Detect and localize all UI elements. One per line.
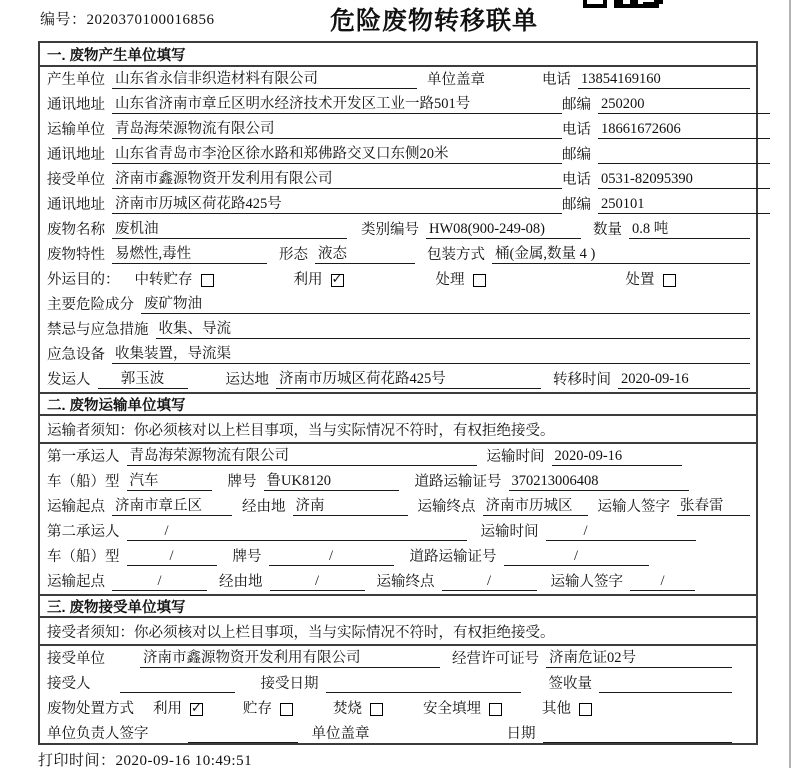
option-label: 安全填埋 [423, 701, 481, 717]
purpose-label: 外运目的： [47, 272, 120, 288]
option-label: 处理 [435, 272, 465, 288]
phone1-value: 13854169160 [578, 71, 750, 89]
row-receiver [40, 167, 756, 192]
characteristics-label: 废物特性 [47, 247, 105, 263]
carrier1-value: 青岛海荣源物流有限公司 [127, 444, 477, 466]
zip2-value [598, 146, 770, 164]
row-accept-person [40, 671, 756, 696]
packaging-label: 包装方式 [427, 247, 485, 263]
license-value: 济南危证02号 [546, 646, 732, 668]
disposal-option-other [542, 697, 592, 718]
receiver-value: 济南市鑫源物资开发利用有限公司 [112, 167, 562, 189]
accept-date-label: 接受日期 [260, 676, 319, 692]
carrier2-value: / [127, 523, 467, 541]
dest2-label: 运输终点 [376, 574, 435, 590]
row-characteristics [40, 242, 756, 267]
option-label: 处置 [625, 272, 655, 288]
shipper-value: 郭玉波 [98, 367, 188, 389]
checkbox-icon [579, 703, 592, 716]
row-vehicle1 [40, 469, 756, 494]
category-label: 类别编号 [361, 222, 419, 238]
address1-value: 山东省济南市章丘区明水经济技术开发区工业一路501号 [112, 92, 562, 114]
transfer-date-label: 转移时间 [553, 372, 611, 388]
zip1-value: 250200 [598, 96, 770, 114]
row-accept-unit [40, 646, 756, 671]
phone2-value: 18661672606 [598, 121, 770, 139]
row-equipment [40, 342, 756, 367]
checkbox-icon [331, 274, 344, 287]
checkbox-icon [473, 274, 486, 287]
license2-value: / [504, 548, 649, 566]
carrier1-label: 第一承运人 [47, 449, 120, 465]
print-time-label: 打印时间： [38, 753, 116, 768]
vehicle1-value: 汽车 [127, 469, 212, 491]
dest1-label: 运输终点 [417, 499, 476, 515]
receiver-label: 接受单位 [47, 172, 105, 188]
vehicle2-value: / [127, 548, 217, 566]
equipment-value: 收集装置，导流渠 [112, 342, 750, 364]
sign-date-label: 日期 [506, 726, 536, 742]
disposal-option-incinerate [333, 697, 383, 718]
print-time [38, 749, 252, 768]
zip1-label: 邮编 [562, 97, 591, 113]
packaging-value: 桶(金属,数量 4 ) [492, 242, 750, 264]
phone3-value: 0531-82095390 [598, 171, 770, 189]
address3-label: 通讯地址 [47, 197, 105, 213]
phone3-label: 电话 [562, 172, 591, 188]
row-carrier1 [40, 444, 756, 469]
quantity-value: 0.8 吨 [629, 217, 750, 239]
row-disposal [40, 696, 756, 721]
option-label: 焚烧 [333, 701, 362, 717]
row-purpose [40, 267, 756, 292]
amount-value [599, 675, 732, 693]
carrier2-label: 第二承运人 [47, 524, 120, 540]
shipper-label: 发运人 [47, 372, 91, 388]
purpose-option-dispose [626, 268, 676, 289]
emergency-label: 禁忌与应急措施 [47, 322, 149, 338]
purpose-option-transfer [135, 268, 214, 289]
transfer-date-value: 2020-09-16 [618, 371, 750, 389]
serial-number [40, 8, 215, 29]
zip3-label: 邮编 [562, 197, 591, 213]
waste-name-value: 废机油 [112, 217, 347, 239]
checkbox-icon [663, 274, 676, 287]
responsible-value [188, 725, 298, 743]
zip3-value: 250101 [598, 196, 770, 214]
row-hazard [40, 292, 756, 317]
time2-label: 运输时间 [480, 524, 539, 540]
address2-value: 山东省青岛市李沧区徐水路和郑佛路交叉口东侧20米 [112, 142, 562, 164]
form-value: 液态 [315, 242, 415, 264]
time1-label: 运输时间 [486, 449, 545, 465]
disposal-option-utilize [153, 697, 203, 718]
accept-unit-label: 接受单位 [47, 651, 105, 667]
origin1-label: 运输起点 [47, 499, 105, 515]
option-label: 其他 [542, 701, 571, 717]
sign-date-value [543, 725, 733, 743]
option-label: 中转贮存 [134, 272, 193, 288]
row-transporter-address [40, 142, 756, 167]
row-producer [40, 67, 756, 92]
producer-label: 产生单位 [47, 72, 105, 88]
license-label: 经营许可证号 [452, 651, 539, 667]
unit-seal-label: 单位盖章 [311, 726, 370, 742]
purpose-option-utilize [294, 268, 344, 289]
print-time-value: 2020-09-16 10:49:51 [115, 753, 253, 768]
dest1-value: 济南市历城区 [483, 494, 588, 516]
emergency-value: 收集、导流 [156, 317, 751, 339]
quantity-label: 数量 [593, 222, 622, 238]
checkbox-icon [190, 703, 203, 716]
origin1-value: 济南市章丘区 [112, 494, 232, 516]
origin2-value: / [112, 573, 207, 591]
via1-value: 济南 [293, 494, 408, 516]
phone1-label: 电话 [542, 72, 571, 88]
serial-value: 2020370100016856 [86, 12, 215, 28]
disposal-option-store [243, 697, 293, 718]
row-shipper [40, 367, 756, 392]
row-transporter [40, 117, 756, 142]
responsible-label: 单位负责人签字 [47, 726, 149, 742]
via2-value: / [270, 573, 365, 591]
purpose-option-treat [436, 268, 486, 289]
destination-label: 运达地 [225, 372, 269, 388]
accept-unit-value: 济南市鑫源物资开发利用有限公司 [140, 646, 440, 668]
section3-header: 三. 废物接受单位填写 [40, 594, 756, 618]
license1-value: 370213006408 [509, 473, 689, 491]
option-label: 利用 [153, 701, 182, 717]
section3-notice: 接受者须知：你必须核对以上栏目事项，当与实际情况不符时，有权拒绝接受。 [40, 618, 756, 646]
category-value: HW08(900-249-08) [426, 221, 581, 239]
hazard-label: 主要危险成分 [47, 297, 134, 313]
option-label: 贮存 [243, 701, 272, 717]
waste-name-label: 废物名称 [47, 222, 105, 238]
time1-value: 2020-09-16 [552, 448, 682, 466]
plate2-label: 牌号 [232, 549, 262, 565]
row-responsible-sign [40, 721, 756, 746]
destination-value: 济南市历城区荷花路425号 [276, 367, 541, 389]
producer-value: 山东省永信非织造材料有限公司 [112, 67, 417, 89]
license1-label: 道路运输证号 [414, 474, 502, 490]
transporter-value: 青岛海荣源物流有限公司 [112, 117, 562, 139]
sign2-value: / [630, 573, 695, 591]
origin2-label: 运输起点 [47, 574, 105, 590]
plate2-value: / [269, 548, 394, 566]
characteristics-value: 易燃性,毒性 [112, 242, 267, 264]
vehicle2-label: 车（船）型 [47, 549, 120, 565]
row-receiver-address [40, 192, 756, 217]
checkbox-icon [489, 703, 502, 716]
row-route1 [40, 494, 756, 519]
hazard-value: 废矿物油 [141, 292, 750, 314]
equipment-label: 应急设备 [47, 347, 105, 363]
sign2-label: 运输人签字 [550, 574, 623, 590]
disposal-label: 废物处置方式 [47, 701, 134, 717]
row-waste-name [40, 217, 756, 242]
time2-value: / [546, 523, 696, 541]
row-route2 [40, 569, 756, 594]
seal-label: 单位盖章 [427, 72, 485, 88]
zip2-label: 邮编 [562, 147, 591, 163]
form-label: 形态 [279, 247, 308, 263]
qr-code-icon [583, 0, 665, 9]
row-producer-address [40, 92, 756, 117]
row-vehicle2 [40, 544, 756, 569]
checkbox-icon [280, 703, 293, 716]
disposal-option-landfill [423, 697, 502, 718]
accept-date-value [326, 675, 521, 693]
phone2-label: 电话 [562, 122, 591, 138]
section2-notice: 运输者须知：你必须核对以上栏目事项，当与实际情况不符时，有权拒绝接受。 [40, 416, 756, 444]
row-carrier2 [40, 519, 756, 544]
accept-person-value [120, 675, 235, 693]
serial-label: 编号： [40, 12, 87, 28]
vehicle1-label: 车（船）型 [47, 474, 120, 490]
page-right-edge [789, 0, 791, 768]
option-label: 利用 [293, 272, 323, 288]
page-title: 危险废物转移联单 [330, 7, 539, 35]
transporter-label: 运输单位 [47, 122, 105, 138]
address3-value: 济南市历城区荷花路425号 [112, 192, 562, 214]
plate1-label: 牌号 [227, 474, 257, 490]
checkbox-icon [370, 703, 383, 716]
sign1-value: 张春雷 [677, 494, 750, 516]
manifest-form [38, 41, 758, 745]
section1-header: 一. 废物产生单位填写 [40, 43, 756, 67]
accept-person-label: 接受人 [47, 676, 91, 692]
license2-label: 道路运输证号 [409, 549, 497, 565]
via1-label: 经由地 [242, 499, 286, 515]
row-emergency [40, 317, 756, 342]
sign1-label: 运输人签字 [597, 499, 670, 515]
address1-label: 通讯地址 [47, 97, 105, 113]
address2-label: 通讯地址 [47, 147, 105, 163]
section2-header: 二. 废物运输单位填写 [40, 392, 756, 416]
amount-label: 签收量 [548, 676, 592, 692]
via2-label: 经由地 [219, 574, 263, 590]
dest2-value: / [442, 573, 537, 591]
plate1-value: 鲁UK8120 [264, 469, 399, 491]
checkbox-icon [201, 274, 214, 287]
